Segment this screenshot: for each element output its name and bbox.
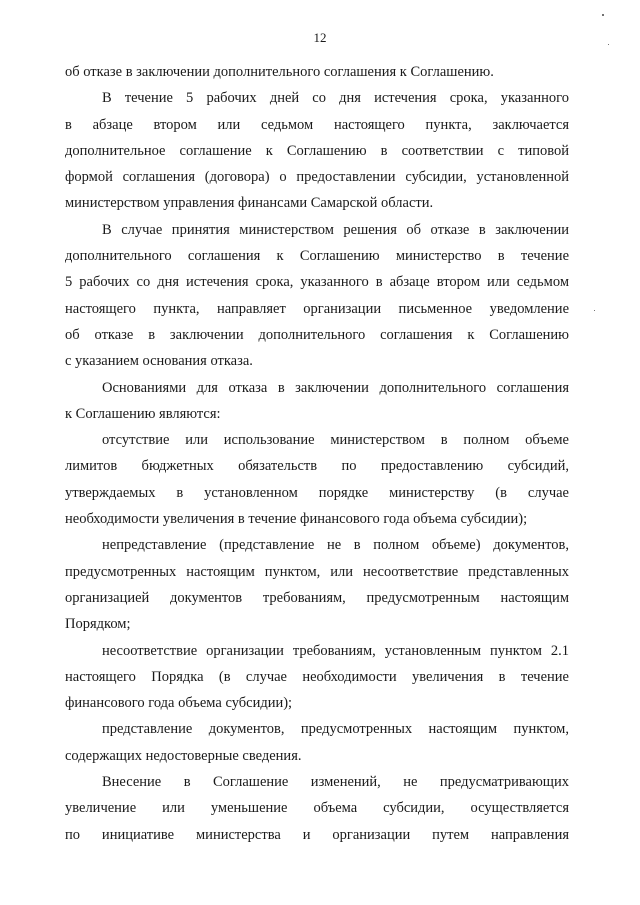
text-line: дополнительного соглашения к Соглашению министерство в течение (65, 248, 569, 265)
text-line: по инициативе министерства и организации путем направления (65, 826, 569, 843)
text-line: Основаниями для отказа в заключении дополнительного соглашения (102, 379, 569, 396)
text-line: Порядком; (65, 616, 131, 633)
text-line: 5 рабочих со дня истечения срока, указанного в абзаце втором или седьмом (65, 274, 569, 291)
text-line: формой соглашения (договора) о предоставлении субсидии, установленной (65, 169, 569, 186)
scan-speck (594, 310, 595, 311)
scan-speck (608, 44, 609, 45)
text-line: необходимости увеличения в течение финансового года объема субсидии); (65, 511, 528, 528)
text-line: об отказе в заключении дополнительного соглашения к Соглашению. (65, 64, 494, 80)
text-line: к Соглашению являются: (65, 405, 221, 422)
document-body (65, 59, 569, 848)
text-line: организацией документов требованиям, предусмотренным настоящим (65, 589, 569, 606)
text-line: настоящего пункта, направляет организации письменное уведомление (65, 300, 569, 317)
text-line: представление документов, предусмотренных настоящим пунктом, (102, 721, 569, 738)
scan-speck (602, 14, 604, 16)
text-line: в абзаце втором или седьмом настоящего пункта, заключается (65, 116, 569, 133)
page-number: 12 (313, 30, 327, 45)
text-line: содержащих недостоверные сведения. (65, 747, 302, 764)
text-line: настоящего Порядка (в случае необходимости увеличения в течение (65, 668, 569, 685)
text-line: Внесение в Соглашение изменений, не предусматривающих (102, 774, 569, 791)
text-line: предусмотренных настоящим пунктом, или несоответствие представленных (65, 563, 569, 580)
text-line: утверждаемых в установленном порядке министерству (в случае (65, 484, 569, 501)
text-line: об отказе в заключении дополнительного соглашения к Соглашению (65, 326, 569, 343)
text-line: с указанием основания отказа. (65, 353, 253, 370)
text-line: отсутствие или использование министерством в полном объеме (102, 432, 569, 449)
text-line: непредставление (представление не в полном объеме) документов, (102, 537, 569, 554)
text-line: финансового года объема субсидии); (65, 695, 293, 712)
text-line: лимитов бюджетных обязательств по предоставлению субсидий, (65, 458, 569, 475)
text-line: увеличение или уменьшение объема субсидии, осуществляется (65, 800, 569, 817)
text-line: министерством управления финансами Самарской области. (65, 195, 434, 212)
text-line: дополнительное соглашение к Соглашению в соответствии с типовой (65, 142, 569, 159)
text-line: несоответствие организации требованиям, установленным пунктом 2.1 (102, 642, 569, 659)
text-line: В течение 5 рабочих дней со дня истечения срока, указанного (102, 90, 569, 107)
text-line: В случае принятия министерством решения об отказе в заключении (102, 221, 569, 238)
